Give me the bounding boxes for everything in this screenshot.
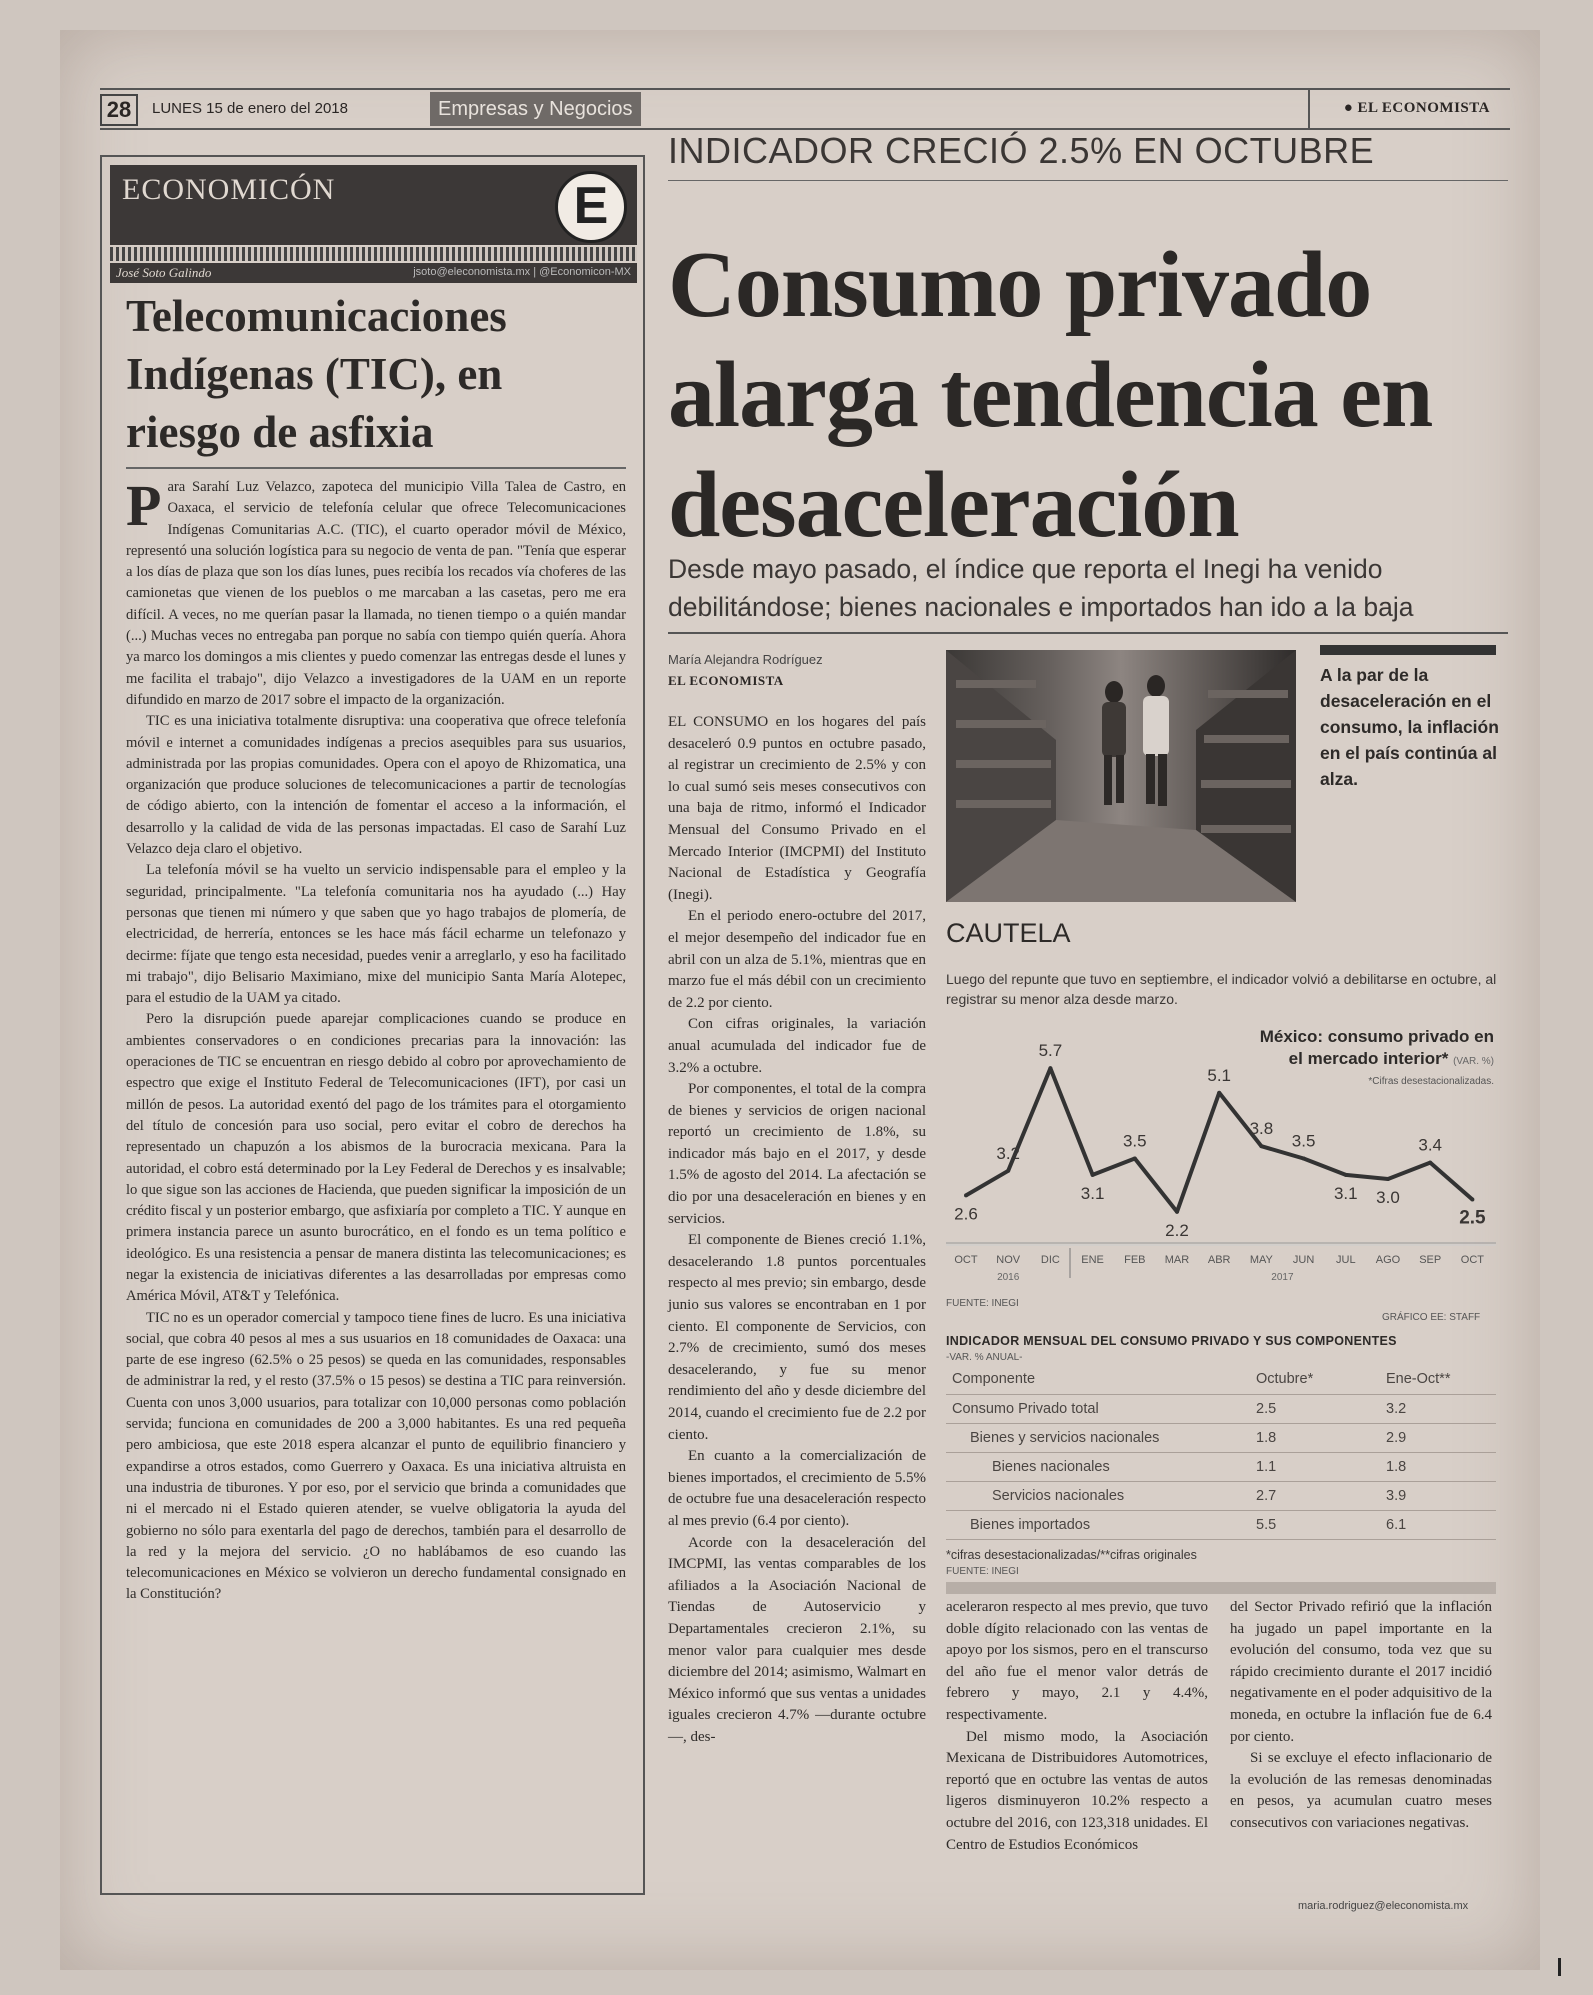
- article-column-1: [668, 712, 926, 1749]
- photo-illustration: [946, 650, 1296, 902]
- drop-cap: P: [126, 473, 162, 538]
- chart-section-subtitle: Luego del repunte que tuvo en septiembre, el indicador volvió a debilitarse en octubre, al registrar su menor alza desde marzo.: [946, 971, 1497, 1007]
- table-cell: 3.2: [1386, 1394, 1496, 1423]
- consumption-line-chart: [946, 1020, 1506, 1330]
- article-paragraph: aceleraron respecto al mes previo, que tuvo doble dígito relacionado con las ventas de apoyo por los sismos, pero en el transcurso del año fue el menor valor detrás de febrero y mayo, 2.1 y 4.4%, respectivamente.: [946, 1599, 1208, 1723]
- table-header: Ene-Oct**: [1386, 1365, 1496, 1394]
- section-rule: [946, 1582, 1496, 1594]
- data-point: [1302, 1156, 1306, 1160]
- table-cell: 2.9: [1386, 1423, 1496, 1452]
- column-author: José Soto Galindo: [116, 265, 212, 280]
- table-cell: Consumo Privado total: [946, 1394, 1256, 1423]
- data-point: [1386, 1177, 1390, 1181]
- divider: [668, 180, 1508, 181]
- table-row: [946, 1481, 1496, 1510]
- table-row: [946, 1394, 1496, 1423]
- data-point: [1344, 1173, 1348, 1177]
- article-headline: Consumo privado alarga tendencia en desaceleración: [668, 233, 1433, 557]
- data-label: 5.7: [1038, 1041, 1063, 1061]
- table-row: [946, 1510, 1496, 1539]
- table-row: [946, 1423, 1496, 1452]
- article-paragraph: Del mismo modo, la Asociación Mexicana de Distribuidores Automotrices, reportó que en octubre las ventas de autos ligeros disminuyeron 10.2% respecto a octubre del 2016, con 123,318 unidades. El Centro de Estudios Económicos: [946, 1728, 1208, 1853]
- column-paragraph: Pero la disrupción puede aparejar complicaciones cuando se produce en ambientes conservadores o en condiciones precarias para la innovación: las operaciones de TIC se encuentran en riesgo debido al cobro por aprovechamiento de espectro que exige el Instituto Federal de Telecomunicaciones (IFT), por casi un millón de pesos. La autoridad exentó del pago de los trámites para el otorgamiento del título de concesión para uso social, pero evitar el cobro de derechos ha representado un chapuzón a los abismos de la burocracia mexicana. Para la autoridad, el cobro está determinado por la Ley Federal de Derechos y es insalvable; lo que sigue son las acciones de Hacienda, que pueden significar la imposición de un crédito fiscal y un posterior embargo, que asfixiaría por completo a TIC. Y aunque en primera instancia parece un asunto burocrático, en el fondo es un tema político e ideológico. Es una resistencia a pensar de manera distinta las telecomunicaciones; es negar la existencia de iniciativas diferentes a las desarrolladas por empresas como América Móvil, AT&T y Telefónica.: [126, 1011, 626, 1305]
- data-label: 3.5: [1122, 1131, 1147, 1151]
- data-label: 2.2: [1165, 1220, 1189, 1240]
- issue-date: LUNES 15 de enero del 2018: [152, 100, 348, 117]
- table-cell: Servicios nacionales: [946, 1481, 1256, 1510]
- table-cell: 1.8: [1386, 1452, 1496, 1481]
- article-paragraph: Si se excluye el efecto inflacionario de la evolución de las remesas denominadas en pesos, ya acumulan cuatro meses consecutivos con variaciones negativas.: [1230, 1750, 1492, 1831]
- column-logo-icon: E: [555, 171, 627, 243]
- data-point: [1175, 1210, 1179, 1214]
- column-contact: jsoto@eleconomista.mx | @Economicon-MX: [413, 266, 631, 278]
- data-point: [1133, 1156, 1137, 1160]
- data-point: [1091, 1173, 1095, 1177]
- column-headline: Telecomunicaciones Indígenas (TIC), en riesgo de asfixia: [126, 291, 507, 457]
- x-tick-label: JUL: [1336, 1254, 1356, 1266]
- header-divider: [1308, 90, 1310, 128]
- data-point: [1470, 1197, 1474, 1201]
- data-label: 3.8: [1249, 1119, 1274, 1139]
- data-point: [1259, 1144, 1263, 1148]
- caption-rule: [1320, 645, 1496, 655]
- chart-section-title: CAUTELA: [946, 918, 1071, 948]
- data-point: [1428, 1161, 1432, 1165]
- newspaper-brand: ● EL ECONOMISTA: [1343, 100, 1490, 116]
- table-source: FUENTE: INEGI: [946, 1566, 1019, 1577]
- article-author: María Alejandra Rodríguez: [668, 652, 823, 667]
- x-tick-label: SEP: [1419, 1254, 1442, 1266]
- column-name: ECONOMICÓN: [122, 173, 336, 206]
- year-label: 2017: [1271, 1272, 1294, 1283]
- table-row: [946, 1452, 1496, 1481]
- page-corner-mark: [1558, 1958, 1561, 1976]
- table-cell: 2.5: [1256, 1394, 1386, 1423]
- table-note: *cifras desestacionalizadas/**cifras originales: [946, 1548, 1197, 1562]
- data-label: 2.6: [954, 1204, 978, 1224]
- x-tick-label: NOV: [996, 1254, 1021, 1266]
- data-label: 3.2: [996, 1143, 1021, 1163]
- x-tick-label: JUN: [1292, 1254, 1315, 1266]
- data-label: 3.1: [1333, 1183, 1358, 1203]
- x-tick-label: ABR: [1207, 1254, 1231, 1266]
- article-column-2: [946, 1597, 1208, 1856]
- column-paragraph: TIC es una iniciativa totalmente disruptiva: una cooperativa que ofrece telefonía móvil e internet a comunidades indígenas a precios asequibles para sus usuarios, administrada por las propias comunidades. Opera con el apoyo de Rhizomatica, una organización que produce soluciones de telecomunicaciones a partir de tecnologías de código abierto, con la intención de fomentar el acceso a la información, el desarrollo y la calidad de vida de las personas impactadas. El caso de Sarahí Luz Velazco deja claro el objetivo.: [126, 713, 626, 858]
- article-paragraph: En el periodo enero-octubre del 2017, el mejor desempeño del indicador fue en abril con un alza de 5.1%, mientras que en marzo fue el más débil con un crecimiento de 2.2 por ciento.: [668, 908, 926, 1011]
- data-label: 2.5: [1459, 1207, 1486, 1229]
- chart-title-line2: el mercado interior* (VAR. %): [1288, 1049, 1494, 1068]
- table-header: Componente: [946, 1365, 1256, 1394]
- article-paragraph: EL CONSUMO en los hogares del país desaceleró 0.9 puntos en octubre pasado, al registrar un crecimiento de 2.5% y con lo cual sumó seis meses consecutivos con una baja de ritmo, informó el Indicador Mensual del Consumo Privado en el Mercado Interior (IMCPMI) del Instituto Nacional de Estadística y Geografía (Inegi).: [668, 714, 926, 903]
- column-paragraph: TIC no es un operador comercial y tampoco tiene fines de lucro. Es una iniciativa social, que cobra 40 pesos al mes a sus usuarios en 18 comunidades de Oaxaca: una parte de ese ingreso (62.5% o 25 pesos) se queda en las comunidades, responsables de administrar la red, y el resto (37.5% o 15 pesos) se destina a TIC para reinversión. Cuenta con unos 3,000 usuarios, para totalizar con 10,000 personas como población servida; funciona en comunidades de 200 a 3,000 habitantes. Es una red pequeña pero ambiciosa, que este 2018 espera alcanzar el punto de equilibrio financiero y expandirse a otros estados, como Guerrero y Oaxaca. Es una iniciativa altruista en una industria de tiburones. Y por eso, por el servicio que brinda a comunidades que ni el mercado ni el Estado quieren atender, se vuelve obligatoria la ayuda del gobierno no sólo para exentarla del pago de derechos, también para el desarrollo de la red y la mejora del servicio. ¿O no hablábamos de eso cuando las telecomunicaciones en México se volvieron un derecho fundamental consignado en la Constitución?: [126, 1309, 626, 1603]
- column-body: [126, 473, 626, 1606]
- table-cell: 2.7: [1256, 1481, 1386, 1510]
- table-cell: Bienes nacionales: [946, 1452, 1256, 1481]
- x-tick-label: OCT: [954, 1254, 978, 1266]
- data-point: [964, 1193, 968, 1197]
- article-paragraph: Por componentes, el total de la compra de bienes y servicios de origen nacional reportó un crecimiento de 1.8%, su indicador más bajo en el 2017, y desde 1.5% de agosto del 2014. La afectación se dio por una desaceleración en bienes y en servicios.: [668, 1081, 926, 1227]
- store-aisle-photo: [946, 650, 1296, 902]
- x-tick-label: AGO: [1375, 1254, 1401, 1266]
- components-table: [946, 1365, 1496, 1540]
- chart-credit: GRÁFICO EE: STAFF: [1382, 1312, 1481, 1323]
- data-label: 3.1: [1080, 1183, 1105, 1203]
- column-paragraph: La telefonía móvil se ha vuelto un servicio indispensable para el empleo y la seguridad, principalmente. "La telefonía comunitaria nos ha ayudado (...) Hay personas que tienen mi número y que saben que yo hago trabajos de plomería, de electricidad, de herrería, entonces se les hace más fácil echarme un telefonazo y decirme: fíjate que tengo esta necesidad, puedes venir a arreglarlo, y eso ha facilitado mi trabajo", dijo Belisario Maximiano, mixe del municipio Santa María Alotepec, para el estudio de la UAM ya citado.: [126, 862, 626, 1007]
- chart-title-line1: México: consumo privado en: [1259, 1027, 1494, 1046]
- page-number: 28: [100, 94, 138, 126]
- author-email: maria.rodriguez@eleconomista.mx: [1298, 1900, 1469, 1912]
- column-byline: [110, 263, 637, 283]
- article-kicker: INDICADOR CRECIÓ 2.5% EN OCTUBRE: [668, 130, 1375, 171]
- article-paragraph: Con cifras originales, la variación anual acumulada del indicador fue de 3.2% a octubre.: [668, 1016, 926, 1076]
- section-label: Empresas y Negocios: [430, 92, 641, 126]
- x-tick-label: MAR: [1164, 1254, 1190, 1266]
- article-column-3: [1230, 1597, 1492, 1835]
- x-tick-label: MAY: [1249, 1254, 1273, 1266]
- data-label: 3.4: [1418, 1135, 1443, 1155]
- article-deck: Desde mayo pasado, el índice que reporta el Inegi ha venido debilitándose; bienes nacionales e importados han ido a la baja: [668, 554, 1414, 622]
- data-label: 3.5: [1291, 1131, 1316, 1151]
- table-cell: Bienes importados: [946, 1510, 1256, 1539]
- photo-caption: A la par de la desaceleración en el consumo, la inflación en el país continúa al alza.: [1320, 665, 1499, 789]
- table-cell: 1.1: [1256, 1452, 1386, 1481]
- table-cell: 1.8: [1256, 1423, 1386, 1452]
- divider: [668, 632, 1508, 634]
- year-label: 2016: [997, 1272, 1020, 1283]
- x-tick-label: DIC: [1040, 1254, 1060, 1266]
- article-paragraph: Acorde con la desaceleración del IMCPMI, las ventas comparables de los afiliados a la Asociación Nacional de Tiendas de Autoservicio y Departamentales crecieron 2.1%, su menor valor para cualquier mes desde diciembre del 2014; asimismo, Walmart en México informó que sus ventas a unidades iguales crecieron 4.7% —durante octubre—, des-: [668, 1534, 926, 1745]
- article-publication: EL ECONOMISTA: [668, 673, 784, 688]
- table-header: Octubre*: [1256, 1365, 1386, 1394]
- table-title: INDICADOR MENSUAL DEL CONSUMO PRIVADO Y SUS COMPONENTES: [946, 1334, 1397, 1348]
- x-tick-label: ENE: [1081, 1254, 1104, 1266]
- table-cell: 5.5: [1256, 1510, 1386, 1539]
- divider: [126, 467, 626, 469]
- chart-note: *Cifras desestacionalizadas.: [1368, 1076, 1494, 1087]
- table-cell: Bienes y servicios nacionales: [946, 1423, 1256, 1452]
- data-label: 5.1: [1207, 1065, 1232, 1085]
- table-subtitle: -VAR. % ANUAL-: [946, 1352, 1023, 1363]
- table-header-row: [946, 1365, 1496, 1394]
- table-cell: 6.1: [1386, 1510, 1496, 1539]
- opinion-column: [100, 155, 645, 1895]
- column-banner: [110, 165, 637, 245]
- data-point: [1048, 1066, 1052, 1070]
- decorative-stripes: [110, 247, 637, 261]
- article-paragraph: El componente de Bienes creció 1.1%, desacelerando 1.8 puntos porcentuales respecto al mes previo; sin embargo, desde junio sus valores se encontraban en 1 por ciento. El componente de Servicios, con 2.7% de crecimiento, sumó dos meses desacelerando, y fue su menor rendimiento del año y desde diciembre del 2014, cuando el crecimiento fue de 2.2 por ciento.: [668, 1232, 926, 1443]
- data-point: [1217, 1091, 1221, 1095]
- data-label: 3.0: [1376, 1187, 1400, 1207]
- x-tick-label: FEB: [1124, 1254, 1146, 1266]
- table-cell: 3.9: [1386, 1481, 1496, 1510]
- article-paragraph: En cuanto a la comercialización de bienes importados, el crecimiento de 5.5% de octubre fue una desaceleración respecto al mes previo (6.4 por ciento).: [668, 1448, 926, 1529]
- article-paragraph: del Sector Privado refirió que la inflación ha jugado un papel importante en la evolución del consumo, toda vez que su rápido crecimiento durante el 2017 incidió negativamente en el poder adquisitivo de la moneda, en octubre la inflación fue de 6.4 por ciento.: [1230, 1599, 1492, 1745]
- x-tick-label: OCT: [1460, 1254, 1485, 1266]
- chart-source: FUENTE: INEGI: [946, 1298, 1019, 1309]
- page-header: [100, 88, 1510, 130]
- column-paragraph: ara Sarahí Luz Velazco, zapoteca del municipio Villa Talea de Castro, en Oaxaca, el servicio de telefonía celular que ofrece Telecomunicaciones Indígenas Comunitarias A.C. (TIC), el cuarto operador móvil de México, representó una solución logística para su negocio de venta de pan. "Tenía que esperar a los días de plaza que son los días lunes, pues recibía los recados vía choferes de las camionetas que vienen de los pueblos o me marcaban a las casetas, pero me era difícil. A veces, no me querían pasar la llamada, no tienen tiempo o a quién mandar (...) Muchas veces no entregaba pan porque no sabía con tiempo quién quería. Ahora ya marco los domingos a mis clientes y puedo comenzar las entregas desde el lunes y me facilita el trabajo", dijo Velazco a investigadores de la UAM en un reporte difundido en marzo de 2017 sobre el impacto de la organización.: [126, 479, 626, 708]
- data-point: [1006, 1169, 1010, 1173]
